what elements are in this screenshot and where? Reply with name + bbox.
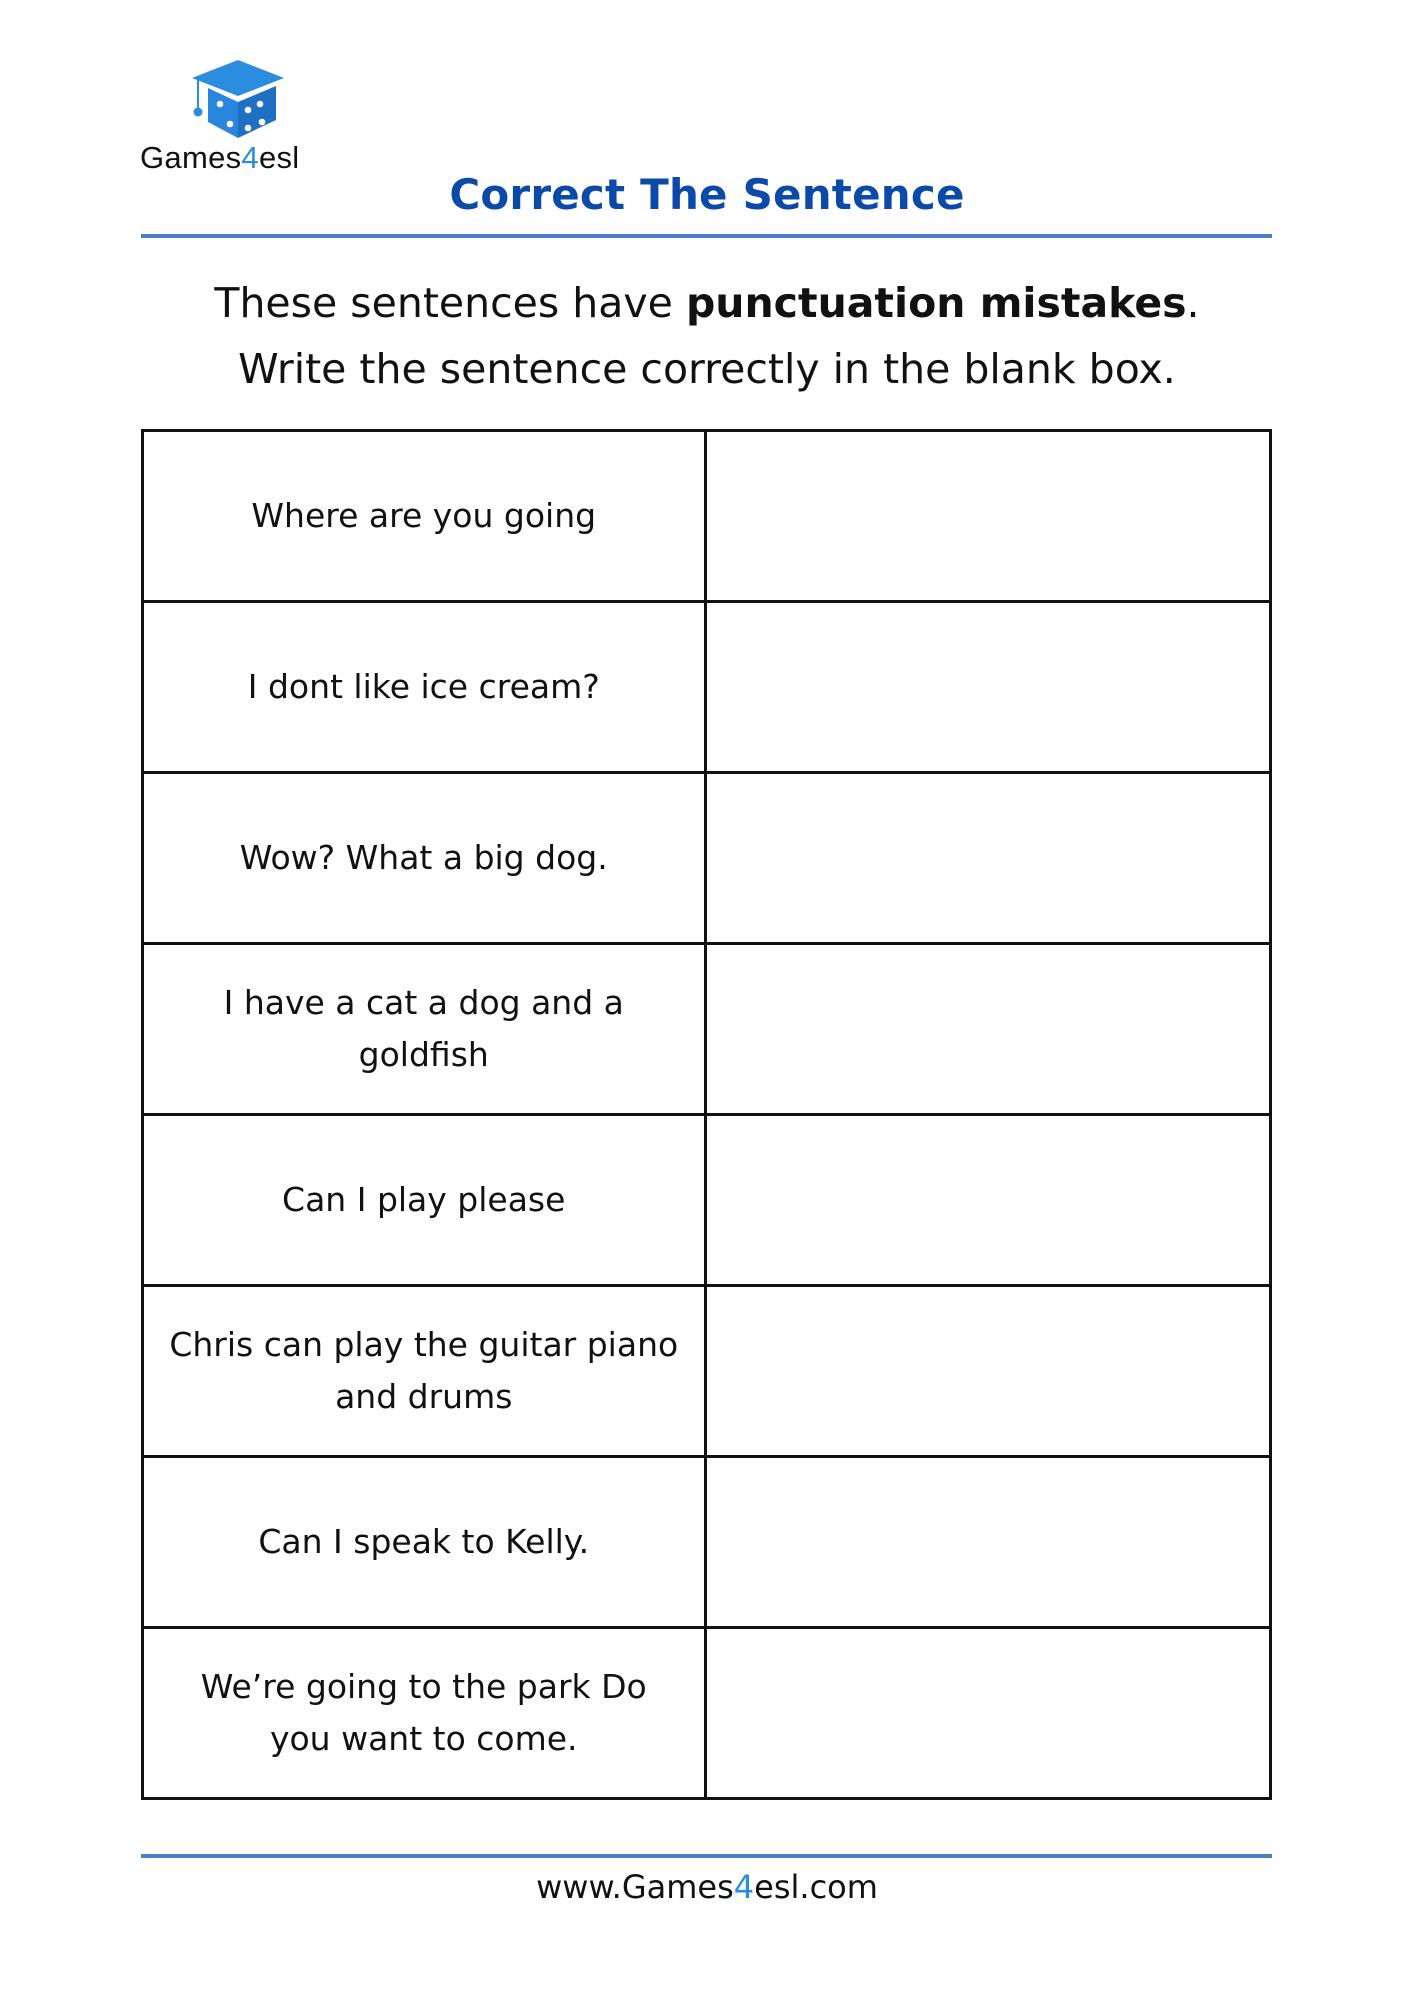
answer-box[interactable] [707, 603, 1270, 771]
sentence-cell: Can I play please [144, 1116, 707, 1284]
answer-box[interactable] [707, 774, 1270, 942]
footer-divider [141, 1854, 1272, 1858]
answer-box[interactable] [707, 1458, 1270, 1626]
answer-box[interactable] [707, 1629, 1270, 1797]
table-row [144, 1116, 1269, 1287]
sentence-cell: Can I speak to Kelly. [144, 1458, 707, 1626]
table-row [144, 1629, 1269, 1797]
table-row [144, 603, 1269, 774]
instructions [0, 270, 1414, 402]
table-row [144, 432, 1269, 603]
sentence-cell: Where are you going [144, 432, 707, 600]
header-divider [141, 234, 1272, 238]
sentence-cell: I dont like ice cream? [144, 603, 707, 771]
answer-box[interactable] [707, 1287, 1270, 1455]
brand-name: Games4esl [140, 140, 300, 175]
table-row [144, 945, 1269, 1116]
brand-logo [140, 54, 340, 174]
page-title: Correct The Sentence [449, 170, 965, 219]
instructions-line-1: These sentences have punctuation mistakes. [214, 279, 1200, 327]
footer-url[interactable]: www.Games4esl.com [536, 1868, 878, 1906]
answer-box[interactable] [707, 945, 1270, 1113]
answer-box[interactable] [707, 1116, 1270, 1284]
answer-box[interactable] [707, 432, 1270, 600]
graduation-cap-dice-icon [192, 58, 284, 138]
exercise-table [141, 429, 1272, 1800]
sentence-cell: Wow? What a big dog. [144, 774, 707, 942]
table-row [144, 774, 1269, 945]
sentence-cell: I have a cat a dog and a goldfish [144, 945, 707, 1113]
instructions-line-2: Write the sentence correctly in the blank box. [238, 345, 1176, 393]
sentence-cell: Chris can play the guitar piano and drums [144, 1287, 707, 1455]
sentence-cell: We’re going to the park Do you want to come. [144, 1629, 707, 1797]
table-row [144, 1287, 1269, 1458]
table-row [144, 1458, 1269, 1629]
